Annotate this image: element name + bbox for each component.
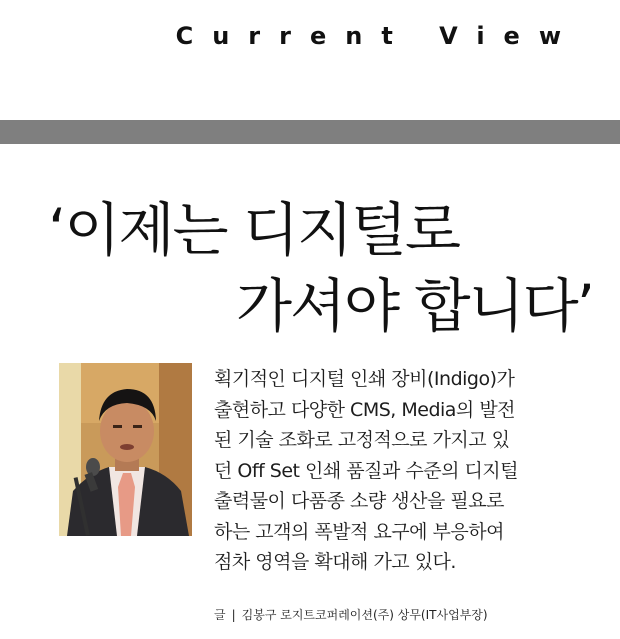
- byline-separator: |: [231, 608, 236, 622]
- lead-line: 획기적인 디지털 인쇄 장비(Indigo)가: [214, 368, 515, 390]
- headline-line-2: 가셔야 합니다’: [236, 272, 594, 340]
- headline-line-1: ‘이제는 디지털로: [48, 196, 460, 264]
- lead-line: 된 기술 조화로 고정적으로 가지고 있: [214, 429, 510, 451]
- article-headline: [48, 192, 594, 344]
- byline-author: 김봉구 로지트코퍼레이션(주) 상무(IT사업부장): [241, 608, 488, 622]
- lead-line: 던 Off Set 인쇄 품질과 수준의 디지털: [214, 459, 519, 482]
- article-lead-paragraph: [214, 364, 594, 578]
- lead-line: 점차 영역을 확대해 가고 있다.: [214, 551, 456, 573]
- author-photo: [59, 363, 192, 536]
- section-header: Current View: [175, 22, 580, 50]
- lead-line: 출력물이 다품종 소량 생산을 필요로: [214, 490, 504, 512]
- byline-label: 글: [214, 608, 226, 622]
- author-byline: [214, 606, 488, 623]
- lead-line: 출현하고 다양한 CMS, Media의 발전: [214, 398, 516, 421]
- header-divider-bar: [0, 120, 620, 144]
- lead-line: 하는 고객의 폭발적 요구에 부응하여: [214, 520, 504, 543]
